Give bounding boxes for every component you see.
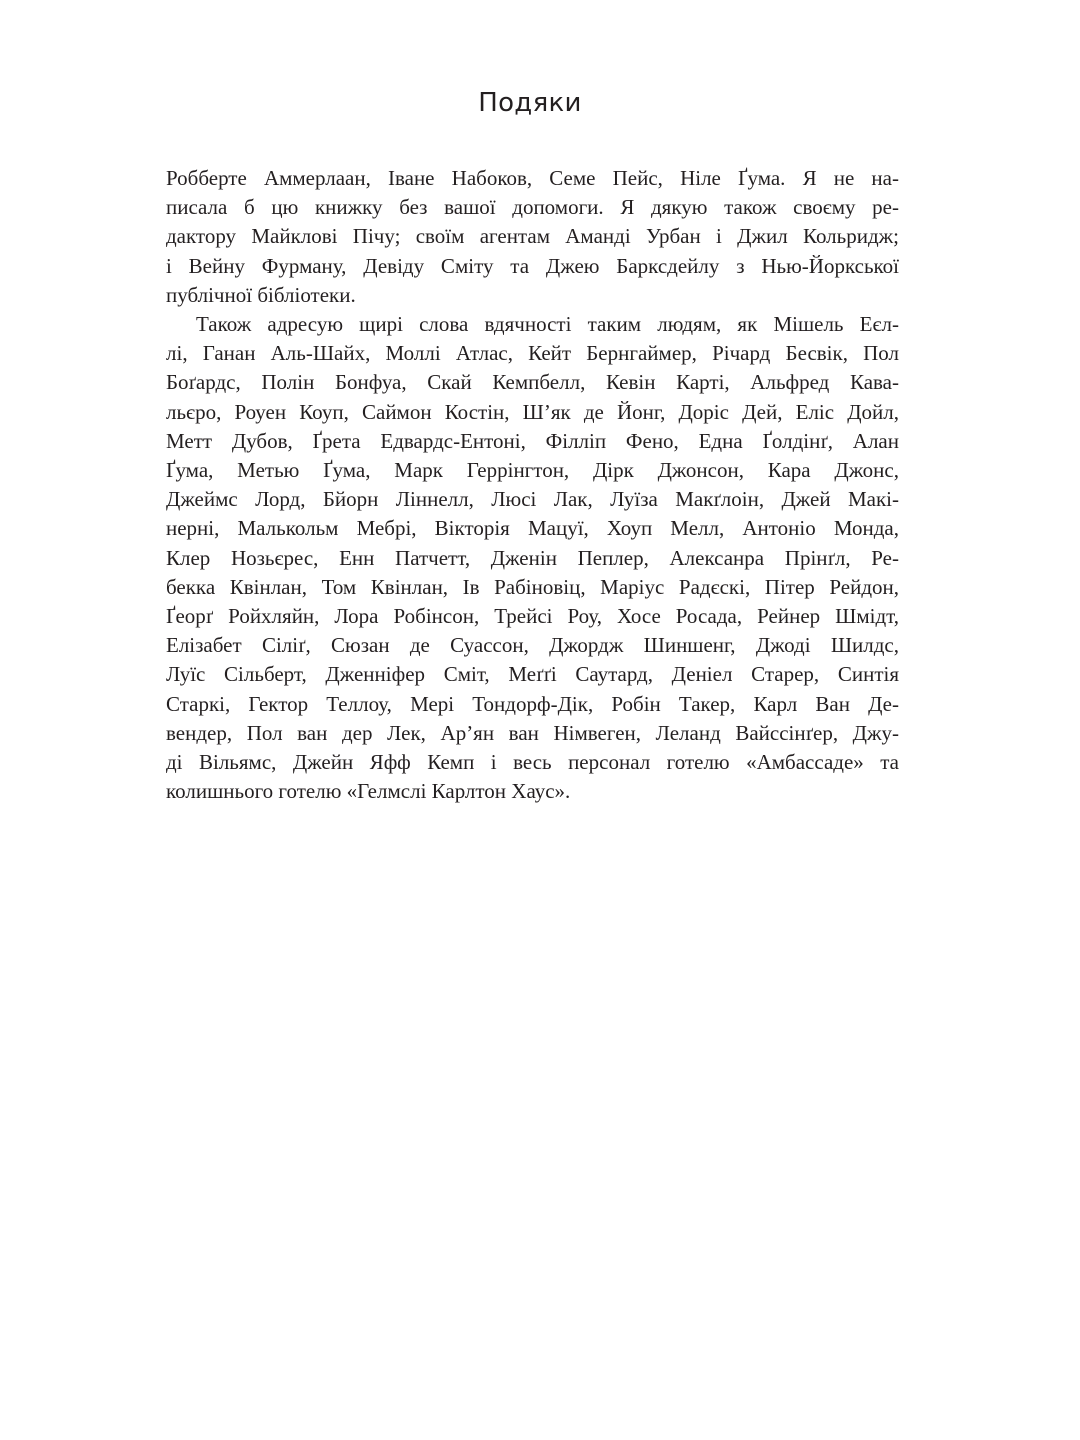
text-line: Ґума, Метью Ґума, Марк Геррінгтон, Дірк Джонсон, Кара Джонс, xyxy=(166,458,899,483)
page-title: Подяки xyxy=(478,88,582,118)
text-line: льєро, Роуен Коуп, Саймон Костін, Ш’як де Йонг, Доріс Дей, Еліс Дойл, xyxy=(166,399,899,424)
text-line: дактору Майклові Пічу; своїм агентам Аманді Урбан і Джил Кольридж; xyxy=(166,224,899,249)
text-line: бекка Квінлан, Том Квінлан, Ів Рабіновіц, Маріус Радєскі, Пітер Рейдон, xyxy=(166,574,899,599)
text-line: Боґардс, Полін Бонфуа, Скай Кемпбелл, Кевін Карті, Альфред Кава- xyxy=(166,370,899,395)
text-line: лі, Ганан Аль-Шайх, Моллі Атлас, Кейт Бернгаймер, Річард Бесвік, Пол xyxy=(166,341,899,366)
text-line: Луїс Сільберт, Дженніфер Сміт, Меґґі Саутард, Деніел Старер, Синтія xyxy=(166,662,899,687)
text-line: Елізабет Сіліґ, Сюзан де Суассон, Джордж Шиншенг, Джоді Шилдс, xyxy=(166,633,899,658)
acknowledgements-text xyxy=(166,164,899,806)
text-line: публічної бібліотеки. xyxy=(166,282,356,307)
text-line: писала б цю книжку без вашої допомоги. Я дякую також своєму ре- xyxy=(166,195,899,220)
text-line: Робберте Аммерлаан, Іване Набоков, Семе Пейс, Ніле Ґума. Я не на- xyxy=(166,166,899,190)
text-line: Джеймс Лорд, Бйорн Ліннелл, Люсі Лак, Луїза Макґлоін, Джей Макі- xyxy=(166,487,899,512)
paragraph-1 xyxy=(166,164,899,310)
text-line: і Вейну Фурману, Девіду Сміту та Джею Барксдейлу з Нью-Йоркської xyxy=(166,253,899,278)
text-line: Старкі, Гектор Теллоу, Мері Тондорф-Дік, Робін Такер, Карл Ван Де- xyxy=(166,691,899,716)
text-line: колишнього готелю «Гелмслі Карлтон Хаус». xyxy=(166,779,571,804)
text-line: Метт Дубов, Ґрета Едвардс-Ентоні, Філліп Фено, Една Ґолдінґ, Алан xyxy=(166,428,899,453)
paragraph-2 xyxy=(166,310,899,806)
text-line: Також адресую щирі слова вдячності таким людям, як Мішель Еєл- xyxy=(196,312,899,337)
text-line: вендер, Пол ван дер Лек, Ар’ян ван Німвеген, Леланд Вайссінґер, Джу- xyxy=(166,720,899,745)
text-line: Клер Нозьєрес, Енн Патчетт, Дженін Пеплер, Алексанра Прінґл, Ре- xyxy=(166,545,899,570)
text-line: Ґеорґ Ройхляйн, Лора Робінсон, Трейсі Роу, Хосе Росада, Рейнер Шмідт, xyxy=(166,604,899,629)
text-line: нерні, Малькольм Мебрі, Вікторія Мацуї, Хоуп Мелл, Антоніо Монда, xyxy=(166,516,899,541)
text-line: ді Вільямс, Джейн Яфф Кемп і весь персонал готелю «Амбассаде» та xyxy=(166,750,899,775)
